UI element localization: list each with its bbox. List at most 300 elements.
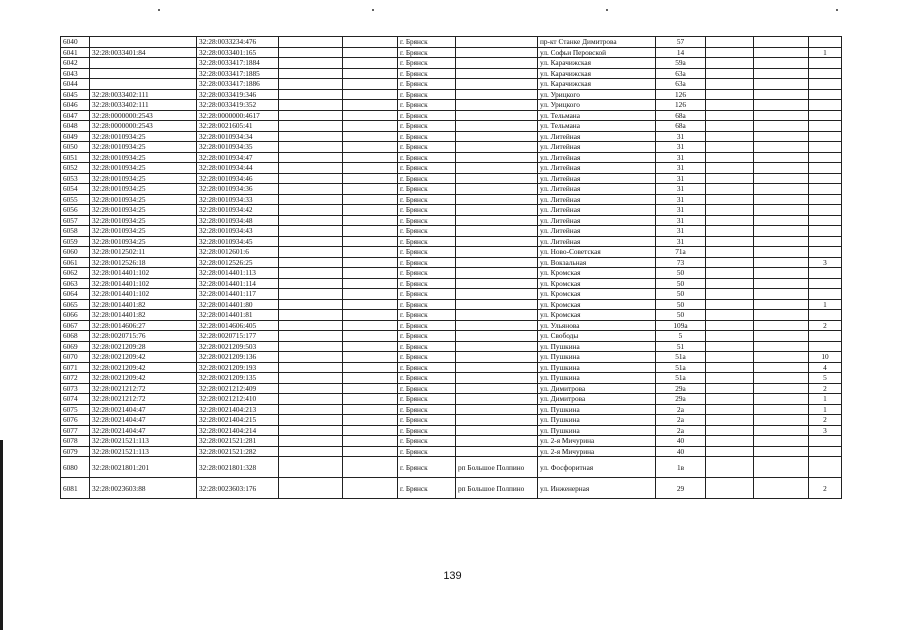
table-cell — [809, 268, 842, 279]
table-cell: 32:28:0010934:33 — [197, 194, 279, 205]
table-row — [61, 58, 842, 69]
table-cell — [343, 278, 398, 289]
table-row — [61, 268, 842, 279]
table-cell — [809, 215, 842, 226]
table-cell — [706, 142, 754, 153]
table-cell — [343, 68, 398, 79]
table-cell: 6050 — [61, 142, 90, 153]
table-cell — [343, 383, 398, 394]
table-cell: рп Большое Полпино — [456, 478, 538, 499]
table-cell: ул. Ульянова — [538, 320, 656, 331]
table-row — [61, 383, 842, 394]
table-cell — [343, 100, 398, 111]
table-cell: 50 — [656, 299, 706, 310]
table-cell: г. Брянск — [398, 373, 456, 384]
table-cell: 6067 — [61, 320, 90, 331]
table-cell — [279, 37, 343, 48]
table-cell — [279, 331, 343, 342]
table-cell — [706, 299, 754, 310]
table-cell: г. Брянск — [398, 394, 456, 405]
table-cell — [279, 362, 343, 373]
table-cell: г. Брянск — [398, 47, 456, 58]
table-cell: г. Брянск — [398, 152, 456, 163]
table-cell: 32:28:0010934:45 — [197, 236, 279, 247]
table-cell: ул. Кромская — [538, 289, 656, 300]
table-cell — [809, 278, 842, 289]
table-cell: 32:28:0014401:114 — [197, 278, 279, 289]
table-cell — [279, 205, 343, 216]
table-cell — [809, 436, 842, 447]
table-cell — [456, 100, 538, 111]
table-cell — [279, 58, 343, 69]
table-cell: г. Брянск — [398, 205, 456, 216]
table-cell — [754, 446, 809, 457]
table-cell: 6055 — [61, 194, 90, 205]
table-row — [61, 320, 842, 331]
table-cell: 126 — [656, 100, 706, 111]
table-cell — [279, 278, 343, 289]
table-cell: 32:28:0020715:177 — [197, 331, 279, 342]
table-cell — [343, 352, 398, 363]
table-cell — [343, 89, 398, 100]
page-number: 139 — [443, 570, 462, 582]
table-cell — [279, 152, 343, 163]
table-cell: 51а — [656, 362, 706, 373]
table-cell: 6069 — [61, 341, 90, 352]
table-cell: г. Брянск — [398, 100, 456, 111]
table-cell — [754, 152, 809, 163]
table-cell: ул. Тельмана — [538, 110, 656, 121]
table-cell — [456, 226, 538, 237]
table-row — [61, 257, 842, 268]
table-cell: г. Брянск — [398, 226, 456, 237]
table-cell: г. Брянск — [398, 37, 456, 48]
table-cell: ул. Пушкина — [538, 425, 656, 436]
table-cell: 32:28:0021209:42 — [90, 352, 197, 363]
table-cell: 2 — [809, 383, 842, 394]
table-cell — [754, 215, 809, 226]
table-cell: 1 — [809, 394, 842, 405]
table-cell: 50 — [656, 278, 706, 289]
table-cell — [279, 404, 343, 415]
table-row — [61, 215, 842, 226]
table-cell: 6061 — [61, 257, 90, 268]
table-cell — [456, 415, 538, 426]
table-cell — [754, 205, 809, 216]
top-mark — [372, 9, 374, 11]
table-cell: 4 — [809, 362, 842, 373]
table-cell — [456, 110, 538, 121]
table-cell — [456, 362, 538, 373]
table-cell: г. Брянск — [398, 268, 456, 279]
table-cell — [809, 184, 842, 195]
table-row — [61, 478, 842, 499]
table-cell: ул. Карачижская — [538, 68, 656, 79]
table-row — [61, 47, 842, 58]
table-cell: 68а — [656, 110, 706, 121]
table-cell — [343, 310, 398, 321]
table-cell — [456, 404, 538, 415]
table-cell — [809, 205, 842, 216]
table-cell — [456, 215, 538, 226]
table-cell — [456, 205, 538, 216]
table-cell: 50 — [656, 310, 706, 321]
table-cell — [456, 299, 538, 310]
table-cell: ул. Литейная — [538, 152, 656, 163]
table-cell — [706, 226, 754, 237]
table-cell: 32:28:0021521:282 — [197, 446, 279, 457]
table-cell: 32:28:0014401:102 — [90, 289, 197, 300]
table-cell — [279, 320, 343, 331]
table-cell: 32:28:0010934:25 — [90, 142, 197, 153]
table-cell — [279, 478, 343, 499]
table-cell: 57 — [656, 37, 706, 48]
table-cell — [456, 68, 538, 79]
table-cell — [706, 341, 754, 352]
table-cell — [706, 373, 754, 384]
table-cell: 71а — [656, 247, 706, 258]
table-cell: ул. Кромская — [538, 299, 656, 310]
table-cell: 32:28:0000000:2543 — [90, 110, 197, 121]
table-cell — [754, 100, 809, 111]
table-cell: 32:28:0021521:281 — [197, 436, 279, 447]
table-cell: ул. Карачижская — [538, 79, 656, 90]
table-cell — [706, 131, 754, 142]
table-cell: г. Брянск — [398, 457, 456, 478]
table-cell: г. Брянск — [398, 383, 456, 394]
table-cell — [343, 121, 398, 132]
table-cell: 32:28:0010934:25 — [90, 205, 197, 216]
table-cell — [809, 89, 842, 100]
table-cell — [279, 236, 343, 247]
table-cell: 31 — [656, 205, 706, 216]
table-cell — [706, 446, 754, 457]
table-row — [61, 100, 842, 111]
table-row — [61, 425, 842, 436]
table-cell: 5 — [656, 331, 706, 342]
table-row — [61, 247, 842, 258]
table-cell — [343, 215, 398, 226]
table-cell — [706, 257, 754, 268]
table-cell: 10 — [809, 352, 842, 363]
table-cell — [343, 152, 398, 163]
table-row — [61, 415, 842, 426]
table-row — [61, 404, 842, 415]
table-cell — [706, 331, 754, 342]
table-cell: 6073 — [61, 383, 90, 394]
table-cell — [754, 310, 809, 321]
table-cell — [343, 247, 398, 258]
table-row — [61, 457, 842, 478]
table-cell — [809, 152, 842, 163]
table-row — [61, 341, 842, 352]
table-cell — [754, 121, 809, 132]
table-cell: 1 — [809, 404, 842, 415]
table-cell: 51а — [656, 373, 706, 384]
table-row — [61, 310, 842, 321]
table-cell: г. Брянск — [398, 299, 456, 310]
table-cell: 6071 — [61, 362, 90, 373]
table-cell: 32:28:0021404:214 — [197, 425, 279, 436]
table-cell: г. Брянск — [398, 289, 456, 300]
table-cell: ул. Литейная — [538, 205, 656, 216]
table-cell — [754, 47, 809, 58]
table-cell: г. Брянск — [398, 404, 456, 415]
table-cell: 3 — [809, 425, 842, 436]
table-cell — [754, 404, 809, 415]
table-cell: 14 — [656, 47, 706, 58]
table-cell: 126 — [656, 89, 706, 100]
table-cell — [754, 37, 809, 48]
table-cell — [456, 236, 538, 247]
table-row — [61, 299, 842, 310]
table-cell — [456, 436, 538, 447]
table-cell: г. Брянск — [398, 121, 456, 132]
table-row — [61, 173, 842, 184]
table-cell: 6048 — [61, 121, 90, 132]
table-cell — [343, 205, 398, 216]
table-cell — [706, 215, 754, 226]
table-cell: 32:28:0023603:176 — [197, 478, 279, 499]
table-cell: 6049 — [61, 131, 90, 142]
table-cell: 32:28:0033417:1885 — [197, 68, 279, 79]
table-cell: 2 — [809, 478, 842, 499]
table-cell: 32:28:0021521:113 — [90, 446, 197, 457]
table-cell: 6066 — [61, 310, 90, 321]
table-cell: 32:28:0014606:405 — [197, 320, 279, 331]
table-cell: пр-кт Станке Димитрова — [538, 37, 656, 48]
table-cell — [279, 142, 343, 153]
table-cell — [809, 100, 842, 111]
table-cell: 6072 — [61, 373, 90, 384]
table-cell: 63а — [656, 79, 706, 90]
table-cell: г. Брянск — [398, 436, 456, 447]
table-cell: 32:28:0010934:25 — [90, 236, 197, 247]
table-cell: 32:28:0000000:4617 — [197, 110, 279, 121]
table-cell: г. Брянск — [398, 257, 456, 268]
table-cell: 2а — [656, 415, 706, 426]
table-cell: 32:28:0014401:102 — [90, 268, 197, 279]
table-cell: 32:28:0014401:80 — [197, 299, 279, 310]
table-cell — [343, 299, 398, 310]
table-cell — [279, 436, 343, 447]
table-cell: 6052 — [61, 163, 90, 174]
table-cell: 109а — [656, 320, 706, 331]
table-cell — [343, 58, 398, 69]
table-cell — [279, 457, 343, 478]
table-row — [61, 289, 842, 300]
table-cell: г. Брянск — [398, 310, 456, 321]
table-cell — [279, 289, 343, 300]
table-cell: 31 — [656, 152, 706, 163]
table-row — [61, 37, 842, 48]
table-cell: г. Брянск — [398, 194, 456, 205]
table-cell: ул. Кромская — [538, 310, 656, 321]
table-cell — [90, 58, 197, 69]
table-cell: 32:28:0014401:113 — [197, 268, 279, 279]
table-cell — [343, 425, 398, 436]
table-cell: ул. Пушкина — [538, 404, 656, 415]
table-cell: ул. Софьи Перовской — [538, 47, 656, 58]
table-cell — [456, 79, 538, 90]
table-cell: ул. Фосфоритная — [538, 457, 656, 478]
table-cell — [343, 110, 398, 121]
table-cell — [343, 131, 398, 142]
table-cell: 32:28:0021212:410 — [197, 394, 279, 405]
table-cell: г. Брянск — [398, 247, 456, 258]
table-cell — [754, 68, 809, 79]
table-cell: 32:28:0012526:18 — [90, 257, 197, 268]
table-cell — [343, 142, 398, 153]
table-cell — [754, 247, 809, 258]
table-cell: г. Брянск — [398, 478, 456, 499]
table-cell: 32:28:0021605:41 — [197, 121, 279, 132]
table-cell: 32:28:0021212:72 — [90, 383, 197, 394]
table-cell: 6060 — [61, 247, 90, 258]
table-cell — [343, 47, 398, 58]
table-cell: 68а — [656, 121, 706, 132]
table-cell: 29а — [656, 394, 706, 405]
table-cell — [90, 79, 197, 90]
table-cell — [706, 383, 754, 394]
table-cell: 5 — [809, 373, 842, 384]
table-cell — [343, 341, 398, 352]
table-cell — [456, 121, 538, 132]
table-cell: 6062 — [61, 268, 90, 279]
table-cell: 32:28:0014401:117 — [197, 289, 279, 300]
table-cell — [456, 352, 538, 363]
table-cell — [754, 320, 809, 331]
table-cell: 6057 — [61, 215, 90, 226]
top-mark — [836, 9, 838, 11]
table-cell — [343, 226, 398, 237]
table-cell: ул. Пушкина — [538, 352, 656, 363]
table-cell — [706, 310, 754, 321]
table-cell: 6044 — [61, 79, 90, 90]
table-cell: ул. Пушкина — [538, 415, 656, 426]
table-cell: 32:28:0033402:111 — [90, 89, 197, 100]
table-row — [61, 142, 842, 153]
table-cell: 6051 — [61, 152, 90, 163]
table-cell — [456, 184, 538, 195]
table-cell: 32:28:0010934:25 — [90, 173, 197, 184]
table-cell: 32:28:0010934:42 — [197, 205, 279, 216]
table-cell — [754, 373, 809, 384]
table-cell: 32:28:0021404:215 — [197, 415, 279, 426]
table-cell — [343, 404, 398, 415]
table-cell: 6080 — [61, 457, 90, 478]
table-cell: 32:28:0033417:1886 — [197, 79, 279, 90]
table-cell — [456, 310, 538, 321]
table-cell: 6042 — [61, 58, 90, 69]
table-cell: 2 — [809, 415, 842, 426]
table-row — [61, 110, 842, 121]
table-cell: ул. Ново-Советская — [538, 247, 656, 258]
table-cell — [754, 299, 809, 310]
table-cell — [754, 415, 809, 426]
table-cell: 6081 — [61, 478, 90, 499]
table-cell: 32:28:0010934:36 — [197, 184, 279, 195]
table-cell: 32:28:0021209:503 — [197, 341, 279, 352]
table-cell — [343, 457, 398, 478]
table-cell: 32:28:0010934:46 — [197, 173, 279, 184]
table-cell — [90, 68, 197, 79]
table-cell — [343, 163, 398, 174]
table-cell: 32:28:0014401:102 — [90, 278, 197, 289]
table-cell: ул. Димитрова — [538, 383, 656, 394]
table-cell — [706, 394, 754, 405]
table-cell: 1 — [809, 47, 842, 58]
table-cell — [456, 383, 538, 394]
table-cell — [456, 394, 538, 405]
table-cell — [279, 194, 343, 205]
table-cell: 32:28:0021209:135 — [197, 373, 279, 384]
table-cell — [754, 184, 809, 195]
table-cell — [343, 37, 398, 48]
table-cell: 6077 — [61, 425, 90, 436]
table-cell — [90, 37, 197, 48]
table-cell — [754, 341, 809, 352]
table-cell: 32:28:0021209:28 — [90, 341, 197, 352]
table-cell — [754, 362, 809, 373]
table-cell: ул. Свободы — [538, 331, 656, 342]
table-cell: 32:28:0021209:42 — [90, 362, 197, 373]
table-cell — [279, 163, 343, 174]
table-cell — [279, 299, 343, 310]
table-row — [61, 131, 842, 142]
table-cell — [754, 89, 809, 100]
table-cell — [279, 310, 343, 321]
table-cell: 40 — [656, 446, 706, 457]
table-cell — [343, 236, 398, 247]
table-cell — [706, 163, 754, 174]
table-cell — [754, 478, 809, 499]
table-cell — [343, 362, 398, 373]
table-cell: 6064 — [61, 289, 90, 300]
table-cell: г. Брянск — [398, 142, 456, 153]
table-cell — [343, 289, 398, 300]
table-cell: г. Брянск — [398, 131, 456, 142]
table-cell — [809, 58, 842, 69]
table-cell — [706, 247, 754, 258]
table-cell: 6041 — [61, 47, 90, 58]
table-cell: г. Брянск — [398, 331, 456, 342]
table-cell — [706, 457, 754, 478]
table-cell: 50 — [656, 289, 706, 300]
table-cell — [279, 341, 343, 352]
table-cell — [754, 383, 809, 394]
table-row — [61, 436, 842, 447]
table-cell — [706, 47, 754, 58]
table-cell: 2а — [656, 425, 706, 436]
table-cell — [279, 100, 343, 111]
table-cell — [809, 457, 842, 478]
table-cell — [754, 257, 809, 268]
table-cell — [343, 320, 398, 331]
table-cell: ул. Пушкина — [538, 362, 656, 373]
table-cell: г. Брянск — [398, 425, 456, 436]
table-cell — [279, 247, 343, 258]
table-cell — [343, 331, 398, 342]
table-cell — [279, 373, 343, 384]
table-cell — [706, 184, 754, 195]
table-cell: г. Брянск — [398, 89, 456, 100]
table-cell: 32:28:0021404:213 — [197, 404, 279, 415]
table-cell: 32:28:0033417:1884 — [197, 58, 279, 69]
table-cell — [279, 415, 343, 426]
table-cell — [754, 110, 809, 121]
table-row — [61, 205, 842, 216]
